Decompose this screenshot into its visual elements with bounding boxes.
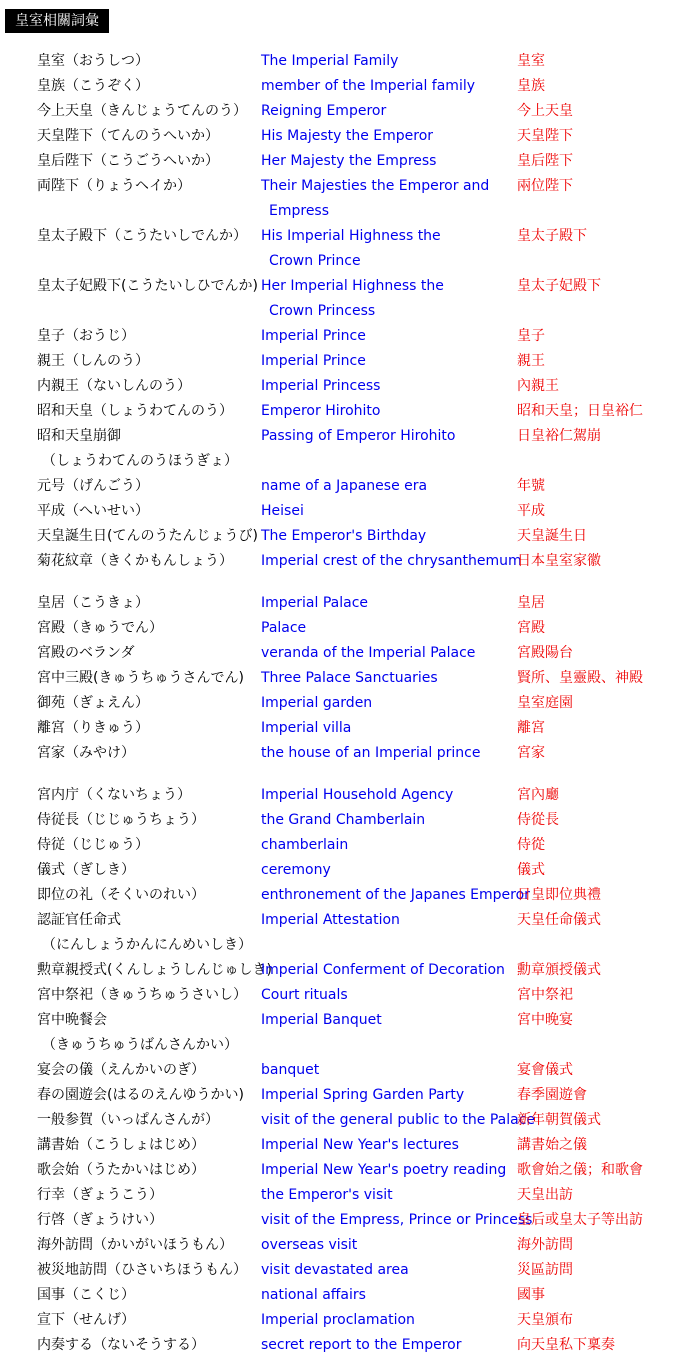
english-term [261,524,516,549]
glossary-row [0,883,700,908]
japanese-term-line: 平成（へいせい） [37,503,149,519]
english-term [261,716,516,741]
chinese-term: 天皇誕生日 [517,528,587,544]
english-term-line: Crown Princess [269,303,376,319]
glossary-row [0,224,700,274]
japanese-term-line: 内親王（ないしんのう） [37,378,191,394]
japanese-term-line: 勲章親授式(くんしょうしんじゅしき) [37,962,272,978]
english-term-line: Imperial Attestation [261,912,400,928]
chinese-term: 離宮 [517,720,545,736]
chinese-term: 宮殿 [517,620,545,636]
japanese-term [37,883,205,908]
chinese-term: 宮家 [517,745,545,761]
glossary-list [0,49,700,1358]
glossary-row [0,1183,700,1208]
japanese-term [37,1233,233,1258]
japanese-term [37,691,149,716]
glossary-row [0,1058,700,1083]
english-term [261,616,516,641]
japanese-term [37,641,134,666]
glossary-row [0,124,700,149]
english-term-line: Imperial Spring Garden Party [261,1087,465,1103]
chinese-term: 天皇頒布 [517,1312,573,1328]
japanese-term-line: 行幸（ぎょうこう） [37,1187,163,1203]
chinese-term: 講書始之儀 [517,1137,587,1153]
english-term [261,99,516,124]
japanese-term [37,616,163,641]
chinese-term: 內親王 [517,378,559,394]
japanese-term [37,591,149,616]
japanese-term-line: 歌会始（うたかいはじめ） [37,1162,205,1178]
japanese-term [37,1058,205,1083]
english-term [261,1008,516,1033]
chinese-term: 宴會儀式 [517,1062,573,1078]
english-term-line: Imperial Princess [261,378,381,394]
japanese-term-line: 宮中祭祀（きゅうちゅうさいし） [37,987,247,1003]
english-term-line: Imperial proclamation [261,1312,415,1328]
english-term-line: the Grand Chamberlain [261,812,426,828]
glossary-row [0,1308,700,1333]
glossary-row [0,1133,700,1158]
glossary-row [0,808,700,833]
japanese-term [37,374,191,399]
japanese-term [37,424,238,474]
japanese-term [37,1008,238,1058]
english-term-line: Imperial Banquet [261,1012,382,1028]
chinese-term: 兩位陛下 [517,178,573,194]
japanese-term-line: 昭和天皇（しょうわてんのう） [37,403,233,419]
glossary-row [0,524,700,549]
chinese-term: 皇室 [517,53,545,69]
english-term-line: Imperial New Year's lectures [261,1137,459,1153]
english-term-line: The Emperor's Birthday [261,528,427,544]
english-term-line: Imperial garden [261,695,373,711]
chinese-term: 皇居 [517,595,545,611]
english-term-line: Heisei [261,503,304,519]
english-term-line: Crown Prince [269,253,361,269]
japanese-term [37,808,205,833]
english-term-line: enthronement of the Japanes Emperor [261,887,530,903]
english-term [261,1308,516,1333]
japanese-term-line: 国事（こくじ） [37,1287,135,1303]
english-term [261,1258,516,1283]
english-term-line: Three Palace Sanctuaries [261,670,438,686]
japanese-term-line: 内奏する（ないそうする） [37,1337,205,1353]
chinese-term: 儀式 [517,862,545,878]
english-term [261,858,516,883]
english-term [261,224,516,274]
japanese-term [37,1258,247,1283]
glossary-row [0,1108,700,1133]
japanese-term-line: 天皇陛下（てんのうへいか） [37,128,219,144]
japanese-term-line: 海外訪問（かいがいほうもん） [37,1237,233,1253]
glossary-row [0,174,700,224]
japanese-term-line: 親王（しんのう） [37,353,149,369]
chinese-term: 春季園遊會 [517,1087,587,1103]
english-term [261,666,516,691]
glossary-row [0,641,700,666]
japanese-term [37,783,191,808]
english-term-line: chamberlain [261,837,349,853]
japanese-term-line: 侍従長（じじゅうちょう） [37,812,205,828]
japanese-term [37,1133,205,1158]
japanese-term-line: 皇后陛下（こうごうへいか） [37,153,219,169]
english-term [261,174,516,224]
japanese-term-line: 菊花紋章（きくかもんしょう） [37,553,233,569]
glossary-row [0,474,700,499]
group-separator [0,766,700,783]
japanese-term [37,1158,205,1183]
chinese-term: 宮殿陽台 [517,645,573,661]
japanese-term-line: 講書始（こうしょはじめ） [37,1137,205,1153]
japanese-term-line: 御苑（ぎょえん） [37,695,149,711]
chinese-term: 宮中祭祀 [517,987,573,1003]
glossary-row [0,1008,700,1058]
english-term [261,349,516,374]
japanese-term [37,399,233,424]
glossary-row [0,349,700,374]
glossary-row [0,666,700,691]
english-term [261,641,516,666]
english-term-line: visit devastated area [261,1262,409,1278]
chinese-term: 宮中晚宴 [517,1012,573,1028]
japanese-term-line: 昭和天皇崩御 [37,428,121,444]
chinese-term: 皇太子殿下 [517,228,587,244]
chinese-term: 侍從 [517,837,545,853]
english-term [261,49,516,74]
chinese-term: 侍從長 [517,812,559,828]
english-term [261,591,516,616]
japanese-term [37,716,149,741]
japanese-term [37,99,247,124]
english-term-line: Imperial New Year's poetry reading [261,1162,507,1178]
glossary-row [0,324,700,349]
japanese-term-line: 儀式（ぎしき） [37,862,135,878]
english-term-line: veranda of the Imperial Palace [261,645,476,661]
japanese-term [37,983,247,1008]
english-term [261,1233,516,1258]
glossary-row [0,783,700,808]
glossary-row [0,499,700,524]
japanese-term-line: 宴会の儀（えんかいのぎ） [37,1062,205,1078]
english-term [261,741,516,766]
japanese-term [37,1308,135,1333]
japanese-term [37,1083,244,1108]
english-term-line: Imperial Household Agency [261,787,454,803]
english-term [261,549,522,574]
english-term [261,883,530,908]
page-title: 皇室相關詞彙 [5,9,109,33]
japanese-term-line: 元号（げんごう） [37,478,149,494]
group-separator [0,574,700,591]
english-term [261,1208,533,1233]
japanese-term-line: 皇族（こうぞく） [37,78,149,94]
japanese-term-line: 皇太子殿下（こうたいしでんか） [37,228,247,244]
english-term [261,74,516,99]
english-term-line: Empress [269,203,330,219]
japanese-term-line: 宣下（せんげ） [37,1312,135,1328]
japanese-term-line: 宮殿（きゅうでん） [37,620,163,636]
japanese-term-line: 皇太子妃殿下(こうたいしひでんか) [37,278,258,294]
glossary-row [0,983,700,1008]
english-term-line: The Imperial Family [261,53,399,69]
japanese-term [37,1333,205,1358]
chinese-term: 皇子 [517,328,545,344]
japanese-term [37,833,149,858]
english-term [261,783,516,808]
english-term-line: name of a Japanese era [261,478,428,494]
chinese-term: 日皇裕仁駕崩 [517,428,601,444]
glossary-row [0,424,700,474]
glossary-row [0,399,700,424]
english-term [261,1183,516,1208]
english-term [261,1058,516,1083]
glossary-row [0,1208,700,1233]
japanese-term [37,1183,163,1208]
chinese-term: 勳章頒授儀式 [517,962,601,978]
english-term-line: member of the Imperial family [261,78,476,94]
chinese-term: 向天皇私下稟奏 [517,1337,615,1353]
japanese-term-line: 認証官任命式 [37,912,121,928]
japanese-term-line: 皇居（こうきょ） [37,595,149,611]
glossary-row [0,1333,700,1358]
japanese-term-line: 春の園遊会(はるのえんゆうかい) [37,1087,244,1103]
english-term-line: national affairs [261,1287,366,1303]
chinese-term: 日皇即位典禮 [517,887,601,903]
english-term [261,958,516,983]
glossary-row [0,1233,700,1258]
glossary-row [0,691,700,716]
english-term [261,374,516,399]
japanese-term [37,499,149,524]
english-term-line: Her Imperial Highness the [261,278,444,294]
japanese-term [37,1208,163,1233]
japanese-term [37,474,149,499]
japanese-term [37,741,135,766]
japanese-term [37,958,272,983]
english-term [261,1333,516,1358]
chinese-term: 海外訪問 [517,1237,573,1253]
japanese-term [37,666,244,691]
glossary-row [0,716,700,741]
japanese-term-line: （しょうわてんのうほうぎょ） [42,453,238,469]
japanese-term-line: 行啓（ぎょうけい） [37,1212,163,1228]
chinese-term: 親王 [517,353,545,369]
glossary-row [0,74,700,99]
english-term [261,1108,536,1133]
chinese-term: 日本皇室家徽 [517,553,601,569]
japanese-term [37,274,258,299]
japanese-term [37,858,135,883]
chinese-term: 今上天皇 [517,103,573,119]
japanese-term [37,1283,135,1308]
glossary-row [0,1158,700,1183]
english-term [261,983,516,1008]
english-term [261,1083,516,1108]
english-term [261,1158,516,1183]
chinese-term: 國事 [517,1287,545,1303]
chinese-term: 天皇出訪 [517,1187,573,1203]
english-term-line: Their Majesties the Emperor and [261,178,490,194]
japanese-term [37,1108,219,1133]
glossary-row [0,374,700,399]
chinese-term: 平成 [517,503,545,519]
japanese-term-line: （にんしょうかんにんめいしき） [42,937,252,953]
english-term-line: Imperial crest of the chrysanthemum [261,553,522,569]
chinese-term: 昭和天皇；日皇裕仁 [517,403,643,419]
glossary-row [0,99,700,124]
japanese-term-line: 宮殿のベランダ [37,645,135,661]
chinese-term: 天皇陛下 [517,128,573,144]
english-term [261,833,516,858]
glossary-row [0,274,700,324]
english-term-line: Imperial villa [261,720,352,736]
chinese-term: 賢所、皇靈殿、神殿 [517,670,643,686]
english-term-line: His Imperial Highness the [261,228,441,244]
japanese-term [37,224,247,249]
english-term [261,399,516,424]
english-term-line: overseas visit [261,1237,358,1253]
japanese-term [37,349,149,374]
japanese-term-line: 離宮（りきゅう） [37,720,149,736]
chinese-term: 天皇任命儀式 [517,912,601,928]
english-term-line: Court rituals [261,987,348,1003]
japanese-term [37,524,258,549]
chinese-term: 皇太子妃殿下 [517,278,601,294]
glossary-row [0,958,700,983]
english-term [261,808,516,833]
glossary-row [0,591,700,616]
japanese-term-line: 皇子（おうじ） [37,328,135,344]
english-term-line: the house of an Imperial prince [261,745,481,761]
japanese-term-line: 皇室（おうしつ） [37,53,149,69]
japanese-term [37,74,149,99]
glossary-row [0,833,700,858]
glossary-row [0,1083,700,1108]
english-term-line: Imperial Prince [261,353,366,369]
glossary-row [0,49,700,74]
english-term-line: Passing of Emperor Hirohito [261,428,456,444]
english-term [261,424,516,449]
english-term [261,149,516,174]
chinese-term: 災區訪問 [517,1262,573,1278]
chinese-term: 年號 [517,478,545,494]
glossary-row [0,741,700,766]
japanese-term-line: 天皇誕生日(てんのうたんじょうび) [37,528,258,544]
glossary-row [0,908,700,958]
glossary-row [0,1283,700,1308]
english-term [261,908,516,933]
english-term [261,499,516,524]
english-term-line: visit of the Empress, Prince or Princess [261,1212,533,1228]
japanese-term [37,149,219,174]
chinese-term: 宮內廳 [517,787,559,803]
japanese-term [37,124,219,149]
english-term-line: the Emperor's visit [261,1187,393,1203]
japanese-term-line: 侍従（じじゅう） [37,837,149,853]
chinese-term: 皇后或皇太子等出訪 [517,1212,643,1228]
glossary-row [0,149,700,174]
english-term [261,324,516,349]
chinese-term: 皇后陛下 [517,153,573,169]
japanese-term-line: 宮家（みやけ） [37,745,135,761]
japanese-term-line: 即位の礼（そくいのれい） [37,887,205,903]
english-term-line: Palace [261,620,307,636]
japanese-term-line: （きゅうちゅうばんさんかい） [42,1037,238,1053]
japanese-term-line: 宮内庁（くないちょう） [37,787,191,803]
english-term [261,1283,516,1308]
japanese-term [37,549,233,574]
english-term [261,1133,516,1158]
japanese-term-line: 宮中晩餐会 [37,1012,107,1028]
chinese-term: 新年朝賀儀式 [517,1112,601,1128]
glossary-row [0,549,700,574]
japanese-term-line: 一般参賀（いっぱんさんが） [37,1112,219,1128]
chinese-term: 皇室庭園 [517,695,573,711]
english-term-line: Imperial Prince [261,328,366,344]
english-term-line: visit of the general public to the Palace [261,1112,536,1128]
english-term-line: banquet [261,1062,320,1078]
chinese-term: 歌會始之儀；和歌會 [517,1162,643,1178]
japanese-term [37,908,252,958]
japanese-term-line: 宮中三殿(きゅうちゅうさんでん) [37,670,244,686]
english-term-line: Reigning Emperor [261,103,387,119]
glossary-row [0,616,700,641]
english-term-line: Her Majesty the Empress [261,153,437,169]
japanese-term-line: 今上天皇（きんじょうてんのう） [37,103,247,119]
english-term [261,274,516,324]
japanese-term-line: 被災地訪問（ひさいちほうもん） [37,1262,247,1278]
japanese-term [37,49,149,74]
english-term-line: Imperial Palace [261,595,369,611]
english-term [261,691,516,716]
english-term [261,124,516,149]
english-term-line: His Majesty the Emperor [261,128,434,144]
japanese-term [37,174,191,199]
english-term-line: secret report to the Emperor [261,1337,462,1353]
english-term [261,474,516,499]
english-term-line: Emperor Hirohito [261,403,381,419]
japanese-term [37,324,135,349]
glossary-row [0,1258,700,1283]
japanese-term-line: 両陛下（りょうヘイか） [37,178,191,194]
chinese-term: 皇族 [517,78,545,94]
english-term-line: ceremony [261,862,331,878]
english-term-line: Imperial Conferment of Decoration [261,962,505,978]
glossary-row [0,858,700,883]
